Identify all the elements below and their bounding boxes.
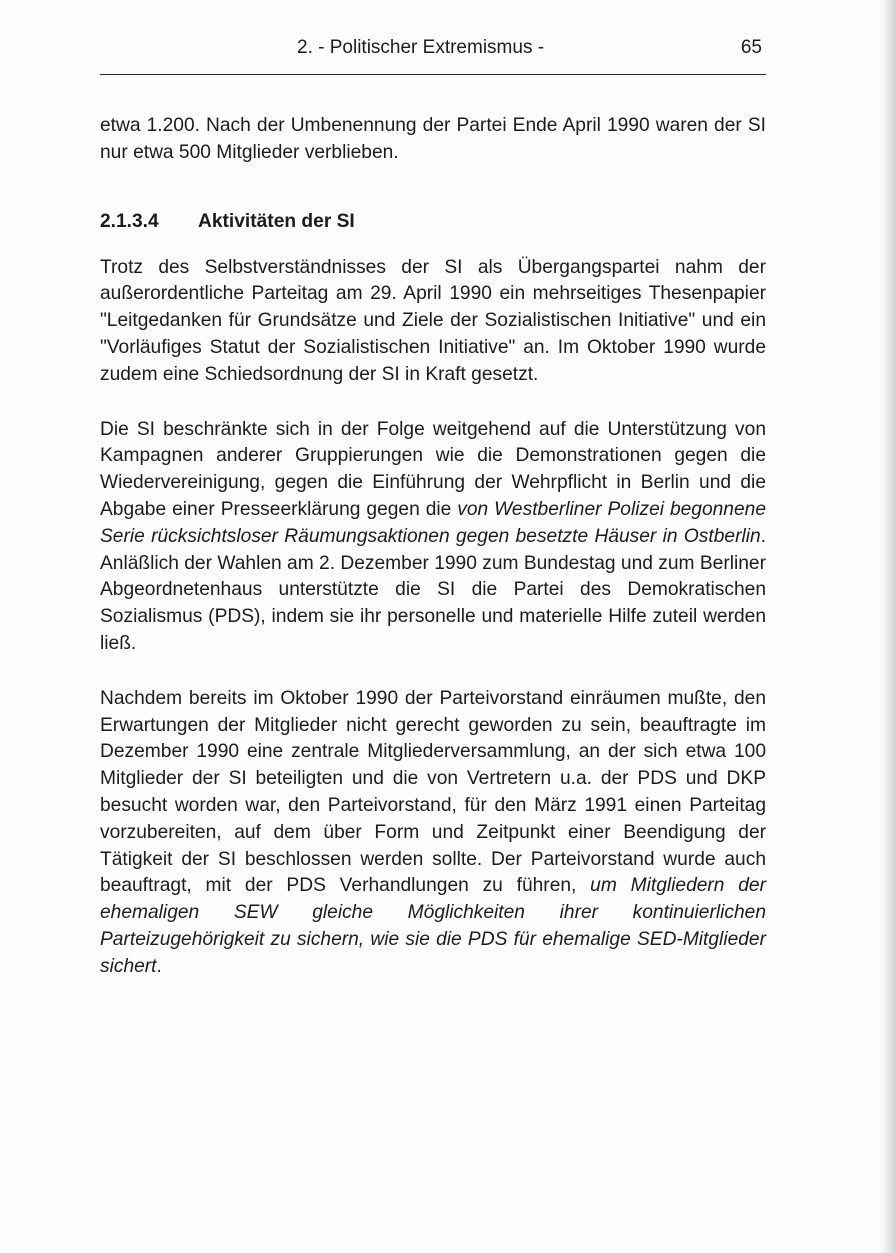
header-rule <box>100 74 766 75</box>
scan-shadow-edge <box>878 0 896 1253</box>
section-heading <box>100 209 766 235</box>
page-number: 65 <box>740 37 762 58</box>
section-title: Aktivitäten der SI <box>198 210 355 232</box>
paragraph-2-text-end: . Anläßlich der Wahlen am 2. Dezember 1990 zum Bundestag und zum Berliner Abgeordnetenhaus unterstützte die SI die Partei des Demokratischen Sozialismus (PDS), indem sie ihr personelle und materielle Hilfe zuteil werden ließ. <box>100 525 766 654</box>
paragraph-2-italic-quote: von Westberliner Polizei begonnene Serie rücksichtsloser Räumungsaktionen gegen besetzte Häuser in Ostberlin <box>100 498 766 547</box>
paragraph-3-text-end: . <box>156 955 162 977</box>
paragraph-activities-3 <box>100 686 766 981</box>
running-header <box>100 34 766 66</box>
running-header-title: 2. - Politischer Extremismus - <box>297 37 545 58</box>
paragraph-3-italic-quote: um Mitgliedern der ehemaligen SEW gleiche Möglichkeiten ihrer kontinuierlichen Parteizugehörigkeit zu sichern, wie sie die PDS für ehemalige SED-Mitglieder sichert <box>100 875 766 977</box>
paragraph-activities-2 <box>100 417 766 658</box>
paragraph-activities-1: Trotz des Selbstverständnisses der SI als Übergangspartei nahm der außerordentliche Parteitag am 29. April 1990 ein mehrseitiges Thesenpapier "Leitgedanken für Grundsätze und Ziele der Sozialistischen Initiative" und ein "Vorläufiges Statut der Sozialistischen Initiative" an. Im Oktober 1990 wurde zudem eine Schiedsordnung der SI in Kraft gesetzt. <box>100 256 766 385</box>
continued-paragraph: etwa 1.200. Nach der Umbenennung der Partei Ende April 1990 waren der SI nur etwa 500 Mitglieder verblieben. <box>100 115 766 163</box>
paragraph-2-text-start: Die SI beschränkte sich in der Folge weitgehend auf die Unterstützung von Kampagnen anderer Gruppierungen wie die Demonstrationen gegen die Wiedervereinigung, gegen die Einführung der Wehrpflicht in Berlin und die Abgabe einer Presseerklärung gegen die <box>100 418 766 520</box>
body-text <box>100 113 766 981</box>
paragraph-3-text-start: Nachdem bereits im Oktober 1990 der Parteivorstand einräumen mußte, den Erwartungen der Mitglieder nicht gerecht geworden zu sein, beauftragte im Dezember 1990 eine zentrale Mitgliederversammlung, an der sich etwa 100 Mitglieder der SI beteiligten und die von Vertretern u.a. der PDS und DKP besucht worden war, den Parteivorstand, für den März 1991 einen Parteitag vorzubereiten, auf dem über Form und Zeitpunkt einer Beendigung der Tätigkeit der SI beschlossen werden sollte. Der Parteivorstand wurde auch beauftragt, mit der PDS Verhandlungen zu führen, <box>100 687 766 897</box>
section-number: 2.1.3.4 <box>100 210 159 232</box>
